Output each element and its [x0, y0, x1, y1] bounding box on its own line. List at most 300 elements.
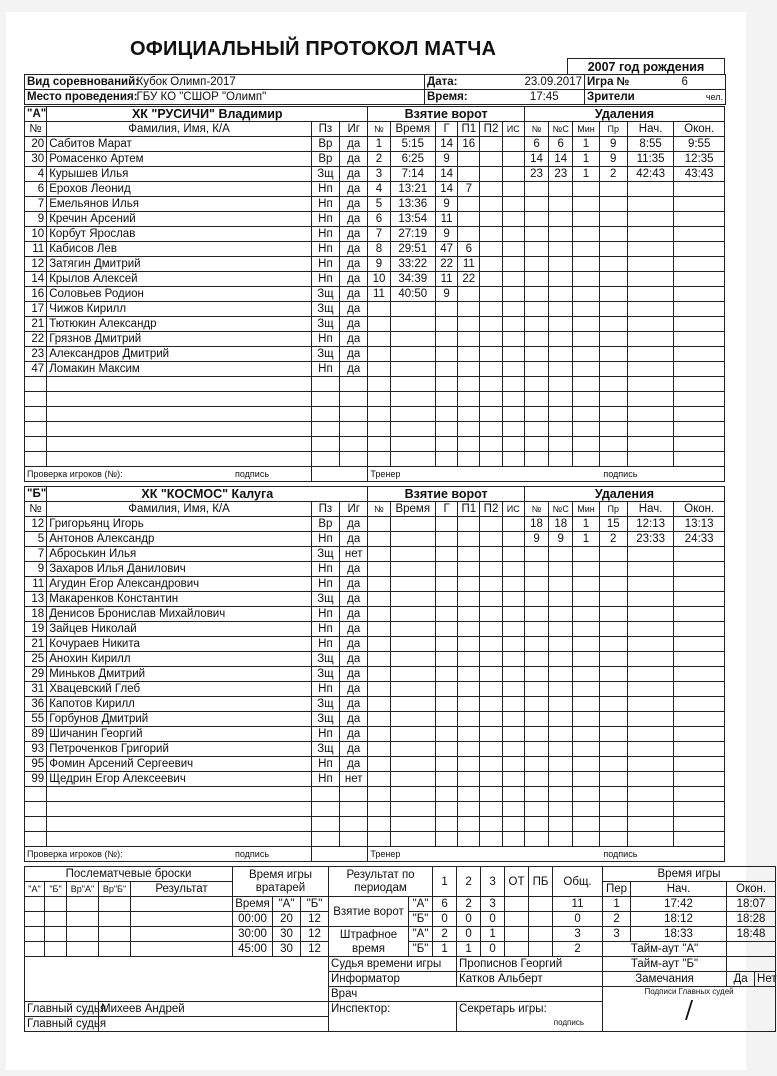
pen-start: 23:33	[627, 532, 673, 547]
col-pen-start: Нач.	[627, 122, 673, 137]
so-gkb: Вр"Б"	[99, 882, 131, 897]
goal-assist-1: 22	[458, 272, 480, 287]
player-played	[340, 832, 368, 847]
pen-start	[627, 742, 673, 757]
pen-numc	[549, 422, 573, 437]
penalties-title: Удаления	[524, 487, 724, 502]
venue-label: Место проведения:	[25, 90, 135, 105]
secretary-sign: подпись	[553, 1018, 585, 1027]
goal-scorer	[436, 772, 458, 787]
pen-end	[674, 452, 725, 467]
player-row	[25, 547, 725, 562]
gt-end: Окон.	[727, 882, 776, 897]
goal-num	[368, 547, 390, 562]
pen-reason	[599, 547, 627, 562]
pen-num	[524, 422, 548, 437]
col-assist-2: П2	[480, 502, 502, 517]
pen-start	[627, 682, 673, 697]
goal-scorer	[436, 517, 458, 532]
col-pen-start: Нач.	[627, 502, 673, 517]
goal-assist-1	[458, 832, 480, 847]
player-num: 31	[25, 682, 47, 697]
player-pos	[311, 422, 339, 437]
goal-assist-2	[480, 757, 502, 772]
goals-title: Взятие ворот	[368, 487, 525, 502]
gk-row-b: 12	[301, 942, 329, 957]
goal-time	[390, 667, 435, 682]
col-pen-min: Мин	[573, 502, 599, 517]
goal-assist-1	[458, 377, 480, 392]
player-name: Аброськин Илья	[47, 547, 312, 562]
pen-numc: 9	[549, 532, 573, 547]
player-row	[25, 242, 725, 257]
goal-assist-1	[458, 362, 480, 377]
gk-row-b: 12	[301, 927, 329, 942]
goal-time	[390, 392, 435, 407]
pen-min	[573, 562, 599, 577]
pen-min	[573, 607, 599, 622]
col-goal-time: Время	[390, 122, 435, 137]
pen-end	[674, 317, 725, 332]
goal-assist-1	[458, 727, 480, 742]
goal-scorer	[436, 347, 458, 362]
player-pos: Зщ	[311, 167, 339, 182]
pen-numc: 14	[549, 152, 573, 167]
goal-scorer	[436, 332, 458, 347]
pen-num	[524, 757, 548, 772]
goal-assist-2	[480, 152, 502, 167]
pen-end	[674, 727, 725, 742]
pen-reason	[599, 727, 627, 742]
informer-label: Информатор	[329, 972, 457, 987]
player-pos: Вр	[311, 137, 339, 152]
player-name: Зайцев Николай	[47, 622, 312, 637]
pen-reason: 2	[599, 532, 627, 547]
pen-reason	[599, 437, 627, 452]
player-name: Тютюкин Александр	[47, 317, 312, 332]
goal-num	[368, 652, 390, 667]
goal-assist-1: 6	[458, 242, 480, 257]
goal-is	[502, 757, 524, 772]
goal-scorer: 14	[436, 182, 458, 197]
pen-end	[674, 287, 725, 302]
pen-num	[524, 637, 548, 652]
goal-scorer	[436, 422, 458, 437]
pen-num	[524, 182, 548, 197]
player-row	[25, 272, 725, 287]
player-name: Горбунов Дмитрий	[47, 712, 312, 727]
goal-num	[368, 772, 390, 787]
player-row	[25, 817, 725, 832]
pen-start	[627, 712, 673, 727]
pen-end	[674, 757, 725, 772]
goal-is	[502, 817, 524, 832]
player-played: да	[340, 347, 368, 362]
pen-min	[573, 272, 599, 287]
goal-scorer	[436, 592, 458, 607]
goal-num	[368, 787, 390, 802]
pen-numc	[549, 407, 573, 422]
pen-num	[524, 817, 548, 832]
pen-end	[674, 652, 725, 667]
pen-start	[627, 727, 673, 742]
goal-num	[368, 832, 390, 847]
timekeeper-label: Судья времени игры	[329, 957, 457, 972]
player-row	[25, 637, 725, 652]
goals-b-pb	[529, 912, 553, 927]
goal-time	[390, 652, 435, 667]
goal-scorer	[436, 787, 458, 802]
goal-assist-1	[458, 317, 480, 332]
pen-numc	[549, 787, 573, 802]
player-name	[47, 452, 312, 467]
goal-assist-1: 11	[458, 257, 480, 272]
player-played: да	[340, 562, 368, 577]
player-played	[340, 377, 368, 392]
goal-is	[502, 227, 524, 242]
pen-start: 8:55	[627, 137, 673, 152]
goals-b-p1: 0	[433, 912, 457, 927]
col-goal-time: Время	[390, 502, 435, 517]
goal-time: 33:22	[390, 257, 435, 272]
pen-min	[573, 742, 599, 757]
pen-min	[573, 392, 599, 407]
player-num	[25, 392, 47, 407]
goal-num	[368, 577, 390, 592]
pen-start	[627, 197, 673, 212]
goal-assist-2	[480, 772, 502, 787]
goal-num	[368, 712, 390, 727]
goal-assist-1	[458, 197, 480, 212]
player-row	[25, 137, 725, 152]
goal-scorer: 11	[436, 272, 458, 287]
goal-num	[368, 517, 390, 532]
player-played: да	[340, 532, 368, 547]
pen-end	[674, 817, 725, 832]
goal-assist-1	[458, 167, 480, 182]
pen-reason	[599, 637, 627, 652]
goal-is	[502, 637, 524, 652]
pen-reason	[599, 332, 627, 347]
pen-numc	[549, 697, 573, 712]
so-gka: Вр"А"	[67, 882, 99, 897]
col-name: Фамилия, Имя, К/А	[47, 502, 312, 517]
player-row	[25, 377, 725, 392]
goal-num	[368, 637, 390, 652]
goal-scorer	[436, 712, 458, 727]
goal-is	[502, 242, 524, 257]
player-played: нет	[340, 772, 368, 787]
player-row	[25, 392, 725, 407]
pen-num	[524, 287, 548, 302]
player-row	[25, 577, 725, 592]
pen-min	[573, 652, 599, 667]
player-name: Сабитов Марат	[47, 137, 312, 152]
game-value: 6	[645, 75, 726, 90]
pen-start	[627, 302, 673, 317]
pen-numc	[549, 802, 573, 817]
pen-start	[627, 407, 673, 422]
pen-end	[674, 577, 725, 592]
player-num: 12	[25, 257, 47, 272]
player-pos: Нп	[311, 577, 339, 592]
player-played: да	[340, 652, 368, 667]
goal-scorer	[436, 362, 458, 377]
pen-end	[674, 592, 725, 607]
pen-numc	[549, 652, 573, 667]
gt-row-end: 18:07	[727, 897, 776, 912]
goal-time: 6:25	[390, 152, 435, 167]
goal-is	[502, 437, 524, 452]
coach-sign: подпись	[603, 469, 638, 479]
pen-reason	[599, 577, 627, 592]
player-played: да	[340, 697, 368, 712]
goal-time: 7:14	[390, 167, 435, 182]
goal-is	[502, 197, 524, 212]
goal-assist-2	[480, 407, 502, 422]
pen-num	[524, 197, 548, 212]
player-played: да	[340, 212, 368, 227]
pen-min	[573, 682, 599, 697]
pen-reason: 9	[599, 137, 627, 152]
spectators-unit: чел.	[645, 90, 726, 105]
player-row	[25, 757, 725, 772]
pen-min	[573, 332, 599, 347]
pen-reason	[599, 802, 627, 817]
pen-numc	[549, 347, 573, 362]
player-num: 36	[25, 697, 47, 712]
pen-min	[573, 407, 599, 422]
pen-start	[627, 667, 673, 682]
so-b: "Б"	[45, 882, 67, 897]
goal-time: 29:51	[390, 242, 435, 257]
pen-start	[627, 452, 673, 467]
player-num: 7	[25, 197, 47, 212]
goal-assist-2	[480, 787, 502, 802]
goal-assist-2	[480, 437, 502, 452]
goal-assist-2	[480, 517, 502, 532]
player-played: да	[340, 197, 368, 212]
player-pos: Нп	[311, 242, 339, 257]
player-num	[25, 422, 47, 437]
pen-numc	[549, 197, 573, 212]
goal-scorer	[436, 727, 458, 742]
player-num: 18	[25, 607, 47, 622]
goal-is	[502, 407, 524, 422]
pen-min	[573, 547, 599, 562]
goal-is	[502, 287, 524, 302]
pen-end	[674, 227, 725, 242]
goal-time: 34:39	[390, 272, 435, 287]
goal-time	[390, 422, 435, 437]
pen-numc	[549, 362, 573, 377]
goal-assist-1	[458, 332, 480, 347]
col-pen-reason: Пр	[599, 502, 627, 517]
pen-numc	[549, 242, 573, 257]
pen-start	[627, 227, 673, 242]
pen-reason	[599, 682, 627, 697]
goal-num: 2	[368, 152, 390, 167]
periods-title: Результат по периодам	[329, 867, 433, 897]
gt-row-per: 2	[603, 912, 631, 927]
spectators-label: Зрители	[585, 90, 645, 105]
remarks-label: Замечания	[603, 972, 727, 987]
goal-scorer: 9	[436, 197, 458, 212]
player-row	[25, 332, 725, 347]
pen-end: 43:43	[674, 167, 725, 182]
goal-assist-2	[480, 182, 502, 197]
coach-cell	[368, 467, 725, 482]
pen-numc	[549, 377, 573, 392]
pen-min: 1	[573, 532, 599, 547]
goal-num: 8	[368, 242, 390, 257]
goal-assist-2	[480, 607, 502, 622]
pen-end	[674, 772, 725, 787]
goal-assist-1	[458, 152, 480, 167]
player-pos: Зщ	[311, 712, 339, 727]
col-pen-num: №	[524, 502, 548, 517]
goal-time	[390, 302, 435, 317]
player-pos: Нп	[311, 772, 339, 787]
goal-assist-2	[480, 817, 502, 832]
player-name: Фомин Арсений Сергеевич	[47, 757, 312, 772]
player-row	[25, 787, 725, 802]
goal-assist-2	[480, 532, 502, 547]
pen-num: 14	[524, 152, 548, 167]
pen-reason	[599, 212, 627, 227]
pen-num	[524, 832, 548, 847]
goal-num: 7	[368, 227, 390, 242]
goals-a-p2: 2	[457, 897, 481, 912]
player-row	[25, 772, 725, 787]
player-name: Кабисов Лев	[47, 242, 312, 257]
player-name: Грязнов Дмитрий	[47, 332, 312, 347]
pen-reason	[599, 667, 627, 682]
gt-row-start: 17:42	[631, 897, 727, 912]
pen-end	[674, 607, 725, 622]
pen-end	[674, 332, 725, 347]
goal-assist-2	[480, 392, 502, 407]
pen-end: 13:13	[674, 517, 725, 532]
player-num	[25, 787, 47, 802]
pen-numc	[549, 302, 573, 317]
pen-numc	[549, 637, 573, 652]
goal-assist-2	[480, 197, 502, 212]
player-num	[25, 817, 47, 832]
player-num: 89	[25, 727, 47, 742]
goal-time	[390, 682, 435, 697]
player-num: 11	[25, 577, 47, 592]
player-played: да	[340, 167, 368, 182]
pen-min	[573, 197, 599, 212]
pen-start	[627, 802, 673, 817]
pen-num	[524, 802, 548, 817]
pen-start	[627, 607, 673, 622]
pim-b-p1: 1	[433, 942, 457, 957]
player-num	[25, 437, 47, 452]
pen-start: 12:13	[627, 517, 673, 532]
player-row	[25, 362, 725, 377]
player-name: Шичанин Георгий	[47, 727, 312, 742]
pen-num	[524, 712, 548, 727]
player-name: Емельянов Илья	[47, 197, 312, 212]
goal-assist-2	[480, 637, 502, 652]
goal-time	[390, 517, 435, 532]
pen-reason	[599, 817, 627, 832]
goal-is	[502, 607, 524, 622]
goal-assist-2	[480, 547, 502, 562]
goal-scorer	[436, 407, 458, 422]
gk-row-a: 30	[273, 927, 301, 942]
player-played: да	[340, 272, 368, 287]
col-ot: ОТ	[505, 867, 529, 897]
pen-reason: 15	[599, 517, 627, 532]
player-num: 7	[25, 547, 47, 562]
pen-start	[627, 772, 673, 787]
pen-end	[674, 242, 725, 257]
pen-num	[524, 272, 548, 287]
player-row	[25, 317, 725, 332]
player-row	[25, 517, 725, 532]
goal-assist-2	[480, 302, 502, 317]
player-num	[25, 377, 47, 392]
goal-scorer	[436, 682, 458, 697]
pen-numc	[549, 772, 573, 787]
goal-num	[368, 562, 390, 577]
goal-assist-2	[480, 317, 502, 332]
player-played: да	[340, 577, 368, 592]
goal-assist-1	[458, 437, 480, 452]
goal-time	[390, 772, 435, 787]
goal-scorer: 9	[436, 152, 458, 167]
player-name	[47, 787, 312, 802]
goals-a-p3: 3	[481, 897, 505, 912]
goal-scorer: 14	[436, 167, 458, 182]
player-name: Соловьев Родион	[47, 287, 312, 302]
player-played: нет	[340, 547, 368, 562]
pen-end	[674, 832, 725, 847]
goal-time	[390, 607, 435, 622]
goal-is	[502, 697, 524, 712]
pen-min	[573, 437, 599, 452]
player-pos: Нп	[311, 622, 339, 637]
player-played	[340, 422, 368, 437]
time-label: Время:	[425, 90, 467, 105]
player-name: Корбут Ярослав	[47, 227, 312, 242]
goal-scorer	[436, 437, 458, 452]
pen-reason	[599, 197, 627, 212]
goal-time	[390, 452, 435, 467]
player-pos: Нп	[311, 212, 339, 227]
col-played: Иг	[340, 122, 368, 137]
player-pos: Вр	[311, 517, 339, 532]
pen-numc	[549, 437, 573, 452]
goal-scorer: 11	[436, 212, 458, 227]
col-assist-2: П2	[480, 122, 502, 137]
goal-time: 13:36	[390, 197, 435, 212]
pen-numc: 23	[549, 167, 573, 182]
player-played: да	[340, 607, 368, 622]
pen-num	[524, 667, 548, 682]
col-total: Общ.	[553, 867, 603, 897]
gk-row-time: 45:00	[233, 942, 273, 957]
pen-numc	[549, 272, 573, 287]
pen-num	[524, 362, 548, 377]
goal-is	[502, 547, 524, 562]
pen-min: 1	[573, 517, 599, 532]
pen-start	[627, 212, 673, 227]
pen-reason	[599, 757, 627, 772]
